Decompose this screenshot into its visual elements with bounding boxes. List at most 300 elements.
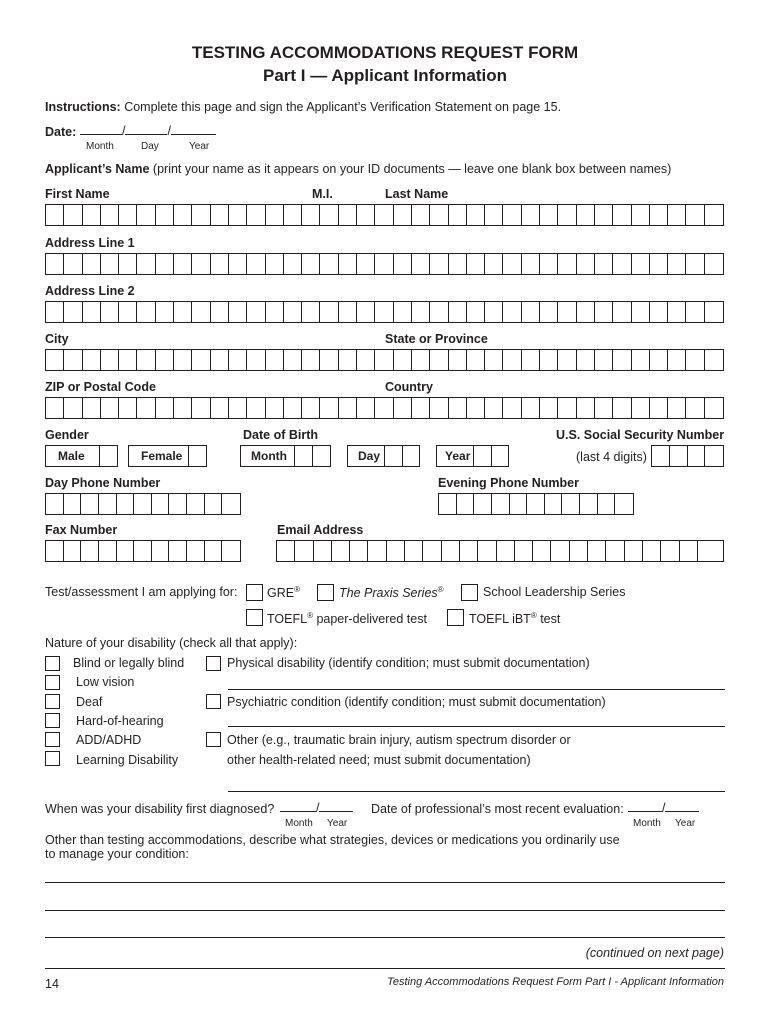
diagnosed-label: When was your disability first diagnosed? <box>45 802 275 816</box>
char-box[interactable] <box>570 541 588 561</box>
char-box[interactable] <box>64 541 82 561</box>
char-box[interactable] <box>101 398 119 418</box>
char-box[interactable] <box>632 398 650 418</box>
char-box[interactable] <box>99 494 117 514</box>
disability-low-vision-label: Low vision <box>76 675 135 689</box>
char-box[interactable] <box>632 350 650 370</box>
char-box[interactable] <box>705 446 723 466</box>
char-box[interactable] <box>320 254 338 274</box>
diagnosed-month-caption: Month <box>285 818 313 829</box>
strategies-answer-line-2[interactable] <box>45 910 725 911</box>
char-box[interactable] <box>295 541 313 561</box>
char-box[interactable] <box>545 494 563 514</box>
char-box[interactable] <box>643 541 661 561</box>
char-box[interactable] <box>430 205 448 225</box>
char-box[interactable] <box>442 541 460 561</box>
char-box[interactable] <box>192 254 210 274</box>
disability-checkbox-low-vision[interactable] <box>45 675 60 690</box>
char-box[interactable] <box>205 541 223 561</box>
char-box[interactable] <box>137 398 155 418</box>
disability-other-label-2: other health-related need; must submit documentation) <box>227 753 531 767</box>
char-box[interactable] <box>522 205 540 225</box>
char-box[interactable] <box>247 350 265 370</box>
evaluation-date-field[interactable]: / <box>628 800 699 815</box>
gre-checkbox[interactable] <box>246 584 263 601</box>
char-box[interactable] <box>394 398 412 418</box>
char-box[interactable] <box>156 205 174 225</box>
char-box[interactable] <box>192 398 210 418</box>
char-box[interactable] <box>101 350 119 370</box>
char-box[interactable] <box>515 541 533 561</box>
char-box[interactable] <box>606 541 624 561</box>
char-box[interactable] <box>375 254 393 274</box>
char-box[interactable] <box>119 205 137 225</box>
other-detail-line[interactable] <box>228 791 725 792</box>
char-box[interactable] <box>211 350 229 370</box>
fax-label: Fax Number <box>45 523 118 537</box>
char-box[interactable] <box>705 398 723 418</box>
physical-detail-line[interactable] <box>228 689 725 690</box>
char-box[interactable] <box>247 398 265 418</box>
char-box[interactable] <box>247 205 265 225</box>
char-box[interactable] <box>485 398 503 418</box>
char-box[interactable] <box>412 254 430 274</box>
char-box[interactable] <box>229 205 247 225</box>
zip-country-boxes[interactable] <box>45 397 724 419</box>
char-box[interactable] <box>137 350 155 370</box>
char-box[interactable] <box>705 205 723 225</box>
char-box[interactable] <box>467 205 485 225</box>
char-box[interactable] <box>266 398 284 418</box>
sls-checkbox[interactable] <box>461 584 478 601</box>
char-box[interactable] <box>577 398 595 418</box>
char-box[interactable] <box>580 494 598 514</box>
char-box[interactable] <box>314 541 332 561</box>
char-box[interactable] <box>375 205 393 225</box>
dob-month-field[interactable] <box>240 445 331 467</box>
char-box[interactable] <box>503 254 521 274</box>
char-box[interactable] <box>474 494 492 514</box>
char-box[interactable] <box>540 350 558 370</box>
char-box[interactable] <box>247 302 265 322</box>
char-box[interactable] <box>632 254 650 274</box>
evening-phone-boxes[interactable] <box>438 493 634 515</box>
char-box[interactable] <box>64 350 82 370</box>
char-box[interactable] <box>83 205 101 225</box>
char-box[interactable] <box>46 254 64 274</box>
char-box[interactable] <box>449 398 467 418</box>
char-box[interactable] <box>558 302 576 322</box>
char-box[interactable] <box>430 302 448 322</box>
date-label: Date: <box>45 125 77 139</box>
char-box[interactable] <box>467 254 485 274</box>
char-box[interactable] <box>485 350 503 370</box>
char-box[interactable] <box>302 398 320 418</box>
char-box[interactable] <box>650 350 668 370</box>
char-box[interactable] <box>64 302 82 322</box>
strategies-answer-line-1[interactable] <box>45 882 725 883</box>
char-box[interactable] <box>187 541 205 561</box>
char-box[interactable] <box>156 350 174 370</box>
praxis-checkbox[interactable] <box>317 584 334 601</box>
char-box[interactable] <box>222 541 240 561</box>
char-box[interactable] <box>339 302 357 322</box>
char-box[interactable] <box>478 541 496 561</box>
char-box[interactable] <box>595 350 613 370</box>
disability-checkbox-blind[interactable] <box>45 656 60 671</box>
char-box[interactable] <box>595 205 613 225</box>
char-box[interactable] <box>430 398 448 418</box>
char-box[interactable] <box>485 205 503 225</box>
char-box[interactable] <box>497 541 515 561</box>
char-box[interactable] <box>430 254 448 274</box>
char-box[interactable] <box>449 350 467 370</box>
char-box[interactable] <box>302 254 320 274</box>
char-box[interactable] <box>387 541 405 561</box>
char-box[interactable] <box>320 205 338 225</box>
char-box[interactable] <box>577 350 595 370</box>
char-box[interactable] <box>83 302 101 322</box>
strategies-line1: Other than testing accommodations, describe what strategies, devices or medications you ordinarily use <box>45 833 620 847</box>
char-box[interactable] <box>339 205 357 225</box>
char-box[interactable] <box>357 350 375 370</box>
char-box[interactable] <box>650 302 668 322</box>
char-box[interactable] <box>339 254 357 274</box>
email-boxes[interactable] <box>276 540 724 562</box>
char-box[interactable] <box>119 254 137 274</box>
char-box[interactable] <box>577 302 595 322</box>
char-box[interactable] <box>686 205 704 225</box>
char-box[interactable] <box>412 350 430 370</box>
char-box[interactable] <box>357 302 375 322</box>
char-box[interactable] <box>686 350 704 370</box>
char-box[interactable] <box>187 494 205 514</box>
char-box[interactable] <box>613 302 631 322</box>
char-box[interactable] <box>394 350 412 370</box>
char-box[interactable] <box>174 398 192 418</box>
char-box[interactable] <box>284 205 302 225</box>
char-box[interactable] <box>247 254 265 274</box>
char-box[interactable] <box>284 254 302 274</box>
char-box[interactable] <box>284 302 302 322</box>
char-box[interactable] <box>405 541 423 561</box>
gender-female-option[interactable] <box>128 445 207 467</box>
char-box[interactable] <box>394 254 412 274</box>
char-box[interactable] <box>357 398 375 418</box>
char-box[interactable] <box>357 205 375 225</box>
psychiatric-detail-line[interactable] <box>228 726 725 727</box>
char-box[interactable] <box>350 541 368 561</box>
char-box[interactable] <box>229 350 247 370</box>
char-box[interactable] <box>152 494 170 514</box>
strategies-answer-line-3[interactable] <box>45 937 725 938</box>
disability-checkbox-other[interactable] <box>206 732 221 747</box>
char-box[interactable] <box>485 302 503 322</box>
char-box[interactable] <box>101 205 119 225</box>
char-box[interactable] <box>588 541 606 561</box>
char-box[interactable] <box>503 350 521 370</box>
char-box[interactable] <box>266 254 284 274</box>
char-box[interactable] <box>266 350 284 370</box>
char-box[interactable] <box>137 302 155 322</box>
disability-checkbox-ld[interactable] <box>45 751 60 766</box>
char-box[interactable] <box>229 254 247 274</box>
char-box[interactable] <box>540 398 558 418</box>
char-box[interactable] <box>332 541 350 561</box>
char-box[interactable] <box>134 494 152 514</box>
char-box[interactable] <box>503 205 521 225</box>
char-box[interactable] <box>119 302 137 322</box>
char-box[interactable] <box>46 494 64 514</box>
char-box[interactable] <box>412 398 430 418</box>
char-box[interactable] <box>174 254 192 274</box>
char-box[interactable] <box>134 541 152 561</box>
char-box[interactable] <box>375 302 393 322</box>
char-box[interactable] <box>156 302 174 322</box>
char-box[interactable] <box>81 494 99 514</box>
char-box[interactable] <box>375 350 393 370</box>
char-box[interactable] <box>522 254 540 274</box>
char-box[interactable] <box>668 205 686 225</box>
evaluation-month-caption: Month <box>633 818 661 829</box>
char-box[interactable] <box>613 398 631 418</box>
char-box[interactable] <box>211 302 229 322</box>
char-box[interactable] <box>449 302 467 322</box>
char-box[interactable] <box>613 254 631 274</box>
char-box[interactable] <box>83 350 101 370</box>
char-box[interactable] <box>668 398 686 418</box>
char-box[interactable] <box>169 494 187 514</box>
char-box[interactable] <box>503 302 521 322</box>
toefl-paper-checkbox[interactable] <box>246 609 263 626</box>
char-box[interactable] <box>101 302 119 322</box>
char-box[interactable] <box>339 398 357 418</box>
char-box[interactable] <box>650 205 668 225</box>
address2-boxes[interactable] <box>45 301 724 323</box>
char-box[interactable] <box>156 398 174 418</box>
char-box[interactable] <box>119 398 137 418</box>
disability-checkbox-psychiatric[interactable] <box>206 694 221 709</box>
char-box[interactable] <box>302 302 320 322</box>
char-box[interactable] <box>522 398 540 418</box>
char-box[interactable] <box>211 205 229 225</box>
disability-adhd-label: ADD/ADHD <box>76 733 142 747</box>
char-box[interactable] <box>174 302 192 322</box>
char-box[interactable] <box>577 205 595 225</box>
char-box[interactable] <box>64 398 82 418</box>
instructions-label: Instructions: <box>45 100 121 114</box>
char-box[interactable] <box>698 541 716 561</box>
char-box[interactable] <box>625 541 643 561</box>
char-box[interactable] <box>558 398 576 418</box>
char-box[interactable] <box>302 350 320 370</box>
char-box[interactable] <box>460 541 478 561</box>
char-box[interactable] <box>705 254 723 274</box>
char-box[interactable] <box>394 302 412 322</box>
char-box[interactable] <box>284 350 302 370</box>
char-box[interactable] <box>457 494 475 514</box>
char-box[interactable] <box>705 302 723 322</box>
char-box[interactable] <box>595 254 613 274</box>
ssn-note: (last 4 digits) <box>576 450 647 464</box>
char-box[interactable] <box>137 254 155 274</box>
char-box[interactable] <box>688 446 706 466</box>
char-box[interactable] <box>449 205 467 225</box>
char-box[interactable] <box>423 541 441 561</box>
date-year-caption: Year <box>189 141 210 152</box>
char-box[interactable] <box>430 350 448 370</box>
char-box[interactable] <box>492 494 510 514</box>
char-box[interactable] <box>320 302 338 322</box>
day-phone-label: Day Phone Number <box>45 476 161 490</box>
sls-label: School Leadership Series <box>483 585 626 599</box>
char-box[interactable] <box>522 302 540 322</box>
char-box[interactable] <box>613 350 631 370</box>
char-box[interactable] <box>668 254 686 274</box>
char-box[interactable] <box>192 302 210 322</box>
char-box[interactable] <box>99 541 117 561</box>
char-box[interactable] <box>510 494 528 514</box>
char-box[interactable] <box>485 254 503 274</box>
char-box[interactable] <box>368 541 386 561</box>
char-box[interactable] <box>562 494 580 514</box>
char-box[interactable] <box>192 350 210 370</box>
char-box[interactable] <box>229 398 247 418</box>
char-box[interactable] <box>174 350 192 370</box>
disability-hoh-label: Hard-of-hearing <box>76 714 164 728</box>
char-box[interactable] <box>46 350 64 370</box>
name-boxes[interactable] <box>45 204 724 226</box>
char-box[interactable] <box>652 446 670 466</box>
char-box[interactable] <box>211 254 229 274</box>
char-box[interactable] <box>558 350 576 370</box>
char-box[interactable] <box>503 398 521 418</box>
char-box[interactable] <box>686 254 704 274</box>
city-state-boxes[interactable] <box>45 349 724 371</box>
char-box[interactable] <box>527 494 545 514</box>
char-box[interactable] <box>412 205 430 225</box>
disability-checkbox-physical[interactable] <box>206 656 221 671</box>
char-box[interactable] <box>375 398 393 418</box>
char-box[interactable] <box>46 541 64 561</box>
char-box[interactable] <box>650 254 668 274</box>
ssn-boxes[interactable] <box>651 445 724 467</box>
char-box[interactable] <box>284 398 302 418</box>
char-box[interactable] <box>598 494 616 514</box>
char-box[interactable] <box>613 205 631 225</box>
char-box[interactable] <box>64 254 82 274</box>
disability-checkbox-deaf[interactable] <box>45 694 60 709</box>
char-box[interactable] <box>412 302 430 322</box>
char-box[interactable] <box>686 302 704 322</box>
char-box[interactable] <box>302 205 320 225</box>
toefl-ibt-checkbox[interactable] <box>447 609 464 626</box>
gender-male-option[interactable] <box>45 445 118 467</box>
evening-phone-label: Evening Phone Number <box>438 476 579 490</box>
char-box[interactable] <box>668 302 686 322</box>
fax-boxes[interactable] <box>45 540 241 562</box>
char-box[interactable] <box>46 302 64 322</box>
char-box[interactable] <box>540 302 558 322</box>
disability-deaf-label: Deaf <box>76 695 103 709</box>
disability-checkbox-hoh[interactable] <box>45 713 60 728</box>
char-box[interactable] <box>632 205 650 225</box>
char-box[interactable] <box>320 350 338 370</box>
diagnosed-date-field[interactable]: / <box>280 800 353 815</box>
char-box[interactable] <box>357 254 375 274</box>
char-box[interactable] <box>595 302 613 322</box>
char-box[interactable] <box>119 350 137 370</box>
char-box[interactable] <box>169 541 187 561</box>
char-box[interactable] <box>81 541 99 561</box>
date-field[interactable]: / / <box>80 123 216 138</box>
char-box[interactable] <box>64 494 82 514</box>
char-box[interactable] <box>661 541 679 561</box>
char-box[interactable] <box>156 254 174 274</box>
char-box[interactable] <box>705 350 723 370</box>
address1-boxes[interactable] <box>45 253 724 275</box>
char-box[interactable] <box>394 205 412 225</box>
char-box[interactable] <box>540 254 558 274</box>
char-box[interactable] <box>551 541 569 561</box>
char-box[interactable] <box>229 302 247 322</box>
char-box[interactable] <box>222 494 240 514</box>
char-box[interactable] <box>540 205 558 225</box>
dob-label: Date of Birth <box>243 428 318 442</box>
char-box[interactable] <box>64 205 82 225</box>
char-box[interactable] <box>277 541 295 561</box>
char-box[interactable] <box>266 302 284 322</box>
char-box[interactable] <box>467 350 485 370</box>
char-box[interactable] <box>558 254 576 274</box>
char-box[interactable] <box>522 350 540 370</box>
char-box[interactable] <box>46 205 64 225</box>
day-phone-boxes[interactable] <box>45 493 241 515</box>
char-box[interactable] <box>137 205 155 225</box>
char-box[interactable] <box>174 205 192 225</box>
char-box[interactable] <box>632 302 650 322</box>
char-box[interactable] <box>339 350 357 370</box>
char-box[interactable] <box>668 350 686 370</box>
char-box[interactable] <box>449 254 467 274</box>
char-box[interactable] <box>686 398 704 418</box>
char-box[interactable] <box>670 446 688 466</box>
char-box[interactable] <box>595 398 613 418</box>
char-box[interactable] <box>467 302 485 322</box>
char-box[interactable] <box>577 254 595 274</box>
char-box[interactable] <box>615 494 633 514</box>
char-box[interactable] <box>117 494 135 514</box>
char-box[interactable] <box>205 494 223 514</box>
char-box[interactable] <box>83 398 101 418</box>
char-box[interactable] <box>266 205 284 225</box>
char-box[interactable] <box>117 541 135 561</box>
char-box[interactable] <box>533 541 551 561</box>
char-box[interactable] <box>467 398 485 418</box>
disability-checkbox-adhd[interactable] <box>45 732 60 747</box>
char-box[interactable] <box>439 494 457 514</box>
char-box[interactable] <box>83 254 101 274</box>
char-box[interactable] <box>211 398 229 418</box>
char-box[interactable] <box>558 205 576 225</box>
char-box[interactable] <box>46 398 64 418</box>
char-box[interactable] <box>320 398 338 418</box>
char-box[interactable] <box>101 254 119 274</box>
char-box[interactable] <box>192 205 210 225</box>
char-box[interactable] <box>650 398 668 418</box>
char-box[interactable] <box>680 541 698 561</box>
char-box[interactable] <box>152 541 170 561</box>
